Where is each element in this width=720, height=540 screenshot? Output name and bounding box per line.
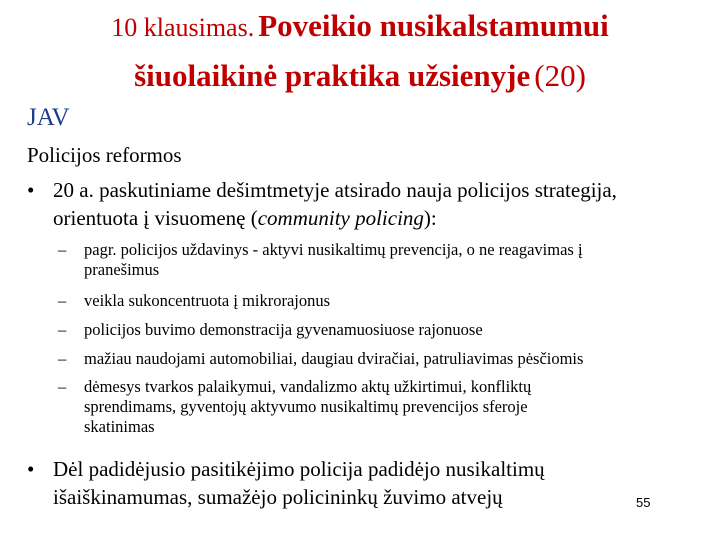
bullet-1-line-1: 20 a. paskutiniame dešimtmetyje atsirado nauja policijos strategija, [53,178,617,202]
sub-item-2-line-1: veikla sukoncentruota į mikrorajonus [84,291,331,310]
sub-item-1-line-2: pranešimus [84,260,160,279]
bullet-text-1 [53,176,713,232]
bullet-1-line-2 [53,204,713,232]
bullet-icon: • [27,178,35,202]
bullet-2-line-1: Dėl padidėjusio pasitikėjimo policija padidėjo nusikaltimų [53,457,545,481]
slide-title [20,4,700,104]
page-number: 55 [636,495,651,510]
title-suffix: (20) [534,58,586,93]
sub-item-4-line-1: mažiau naudojami automobiliai, daugiau dviračiai, patruliavimas pėsčiomis [84,349,584,368]
bullet-text-2 [53,455,713,511]
title-bold-2: šiuolaikinė praktika užsienyje [134,58,531,93]
sub-item-5-line-3: skatinimas [84,417,155,436]
dash-icon: – [58,377,67,396]
dash-icon: – [58,291,67,310]
bullet-1-line-2-after: ): [423,206,437,230]
sub-item-5-line-2: sprendimams, gyventojų aktyvumo nusikaltimų prevencijos sferoje [84,397,528,416]
bullet-icon: • [27,457,35,481]
dash-icon: – [58,349,67,368]
dash-icon: – [58,320,67,339]
sub-item-1-line-1: pagr. policijos uždavinys - aktyvi nusikaltimų prevencija, o ne reagavimas į [84,240,583,259]
title-prefix: 10 klausimas. [111,13,255,42]
sub-item-5-line-1: dėmesys tvarkos palaikymui, vandalizmo aktų užkirtimui, konfliktų [84,377,532,396]
dash-icon: – [58,240,67,259]
title-bold-1: Poveikio nusikalstamumui [258,8,609,43]
bullet-1-line-2-italic: community policing [257,206,424,230]
sub-item-3-line-1: policijos buvimo demonstracija gyvenamuosiuose rajonuose [84,320,483,339]
section-heading: Policijos reformos [27,143,182,167]
bullet-1-line-2-before: orientuota į visuomenę ( [53,206,258,230]
country-heading: JAV [27,104,70,131]
title-line-2 [20,54,700,104]
bullet-2-line-2: išaiškinamumas, sumažėjo policininkų žuvimo atvejų [53,485,503,509]
title-line-1 [20,4,700,54]
